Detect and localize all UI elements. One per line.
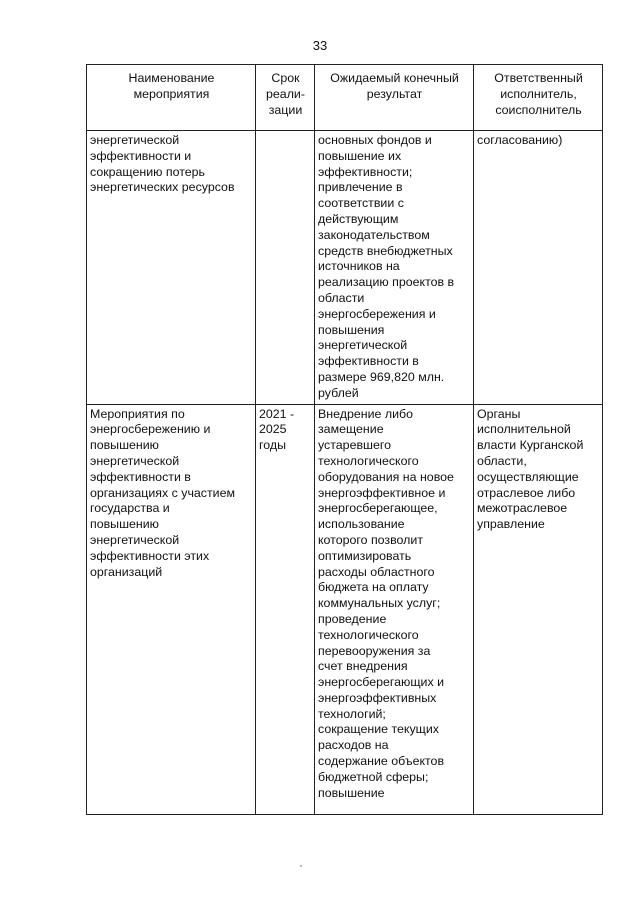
text-line: содержание объектов <box>318 754 445 769</box>
text-line: Ожидаемый конечный <box>330 71 459 85</box>
text-line: энергетических ресурсов <box>90 180 235 195</box>
text-line: энергосбережению и <box>90 422 211 437</box>
text-line: источников на <box>318 259 400 274</box>
text-line: энергосберегающих и <box>318 675 445 690</box>
text-line: государства и <box>90 501 170 516</box>
text-line: повышению <box>90 517 159 532</box>
text-line: результат <box>366 86 423 101</box>
text-line: бюджета на оплату <box>318 580 429 595</box>
text-line: сокращению потерь <box>90 164 205 179</box>
text-line: энергосбережения и <box>318 306 436 321</box>
text-line: эффективности этих <box>90 548 210 563</box>
cell-expected-result <box>315 404 474 814</box>
text-line: Срок <box>271 71 300 85</box>
scan-speck <box>300 865 302 867</box>
text-line: эффективности в <box>90 469 191 484</box>
text-line: Внедрение либо <box>318 406 413 421</box>
text-line: рублей <box>318 385 359 400</box>
cell-term <box>256 131 315 405</box>
text-line: счет внедрения <box>318 659 408 674</box>
text-line: перевооружения за <box>318 643 431 658</box>
text-line: действующим <box>318 211 399 226</box>
header-cell-result <box>315 65 474 131</box>
text-line: мероприятия <box>133 86 210 101</box>
header-cell-responsible <box>474 65 603 131</box>
text-line: повышение их <box>318 148 402 163</box>
cell-measure-name <box>87 131 256 405</box>
text-line: зации <box>268 102 303 117</box>
table-row <box>87 131 603 405</box>
text-line: энергосберегающее, <box>318 501 438 516</box>
text-line: власти Курганской <box>477 438 584 453</box>
text-line: размере 969,820 млн. <box>318 369 445 384</box>
text-line: повышения <box>318 322 385 337</box>
text-line: энергетической <box>90 133 180 147</box>
text-line: средств внебюджетных <box>318 243 453 258</box>
text-line: использование <box>318 517 405 532</box>
text-line: отраслевое либо <box>477 485 576 500</box>
text-line: организациях с участием <box>90 485 236 500</box>
text-line: эффективности; <box>318 164 413 179</box>
text-line: реализацию проектов в <box>318 275 455 290</box>
text-line: технологического <box>318 627 419 642</box>
cell-term <box>256 404 315 814</box>
text-line: годы <box>259 438 287 453</box>
text-line: межотраслевое <box>477 501 568 516</box>
text-line: энергоэффективных <box>318 690 437 705</box>
text-line: энергетической <box>318 338 408 353</box>
text-line: энергетической <box>90 532 180 547</box>
text-line: соответствии с <box>318 196 404 211</box>
text-line: повышению <box>90 438 159 453</box>
cell-expected-result <box>315 131 474 405</box>
text-line: согласованию) <box>477 133 563 147</box>
text-line: области <box>318 290 365 305</box>
text-line: бюджетной сферы; <box>318 769 429 784</box>
cell-responsible <box>474 404 603 814</box>
text-line: эффективности в <box>318 354 419 369</box>
cell-measure-name <box>87 404 256 814</box>
text-line: оптимизировать <box>318 548 412 563</box>
header-cell-term <box>256 65 315 131</box>
text-line: осуществляющие <box>477 469 579 484</box>
text-line: оборудования на новое <box>318 469 454 484</box>
text-line: энергетической <box>90 453 180 468</box>
text-line: законодательством <box>318 227 430 242</box>
text-line: которого позволит <box>318 532 423 547</box>
measures-table <box>86 64 603 815</box>
text-line: области, <box>477 453 527 468</box>
text-line: Органы <box>477 406 521 421</box>
text-line: коммунальных услуг; <box>318 596 441 611</box>
text-line: проведение <box>318 611 387 626</box>
text-line: Наименование <box>128 71 215 85</box>
text-line: исполнительной <box>477 422 571 437</box>
text-line: технологического <box>318 453 419 468</box>
text-line: Мероприятия по <box>90 406 185 421</box>
header-cell-name <box>87 65 256 131</box>
text-line: эффективности и <box>90 148 192 163</box>
text-line: реали- <box>266 86 305 101</box>
page-number: 33 <box>312 38 328 53</box>
text-line: энергоэффективное и <box>318 485 446 500</box>
text-line: организаций <box>90 564 163 579</box>
text-line: 2021 - <box>259 406 295 421</box>
text-line: расходы областного <box>318 564 435 579</box>
text-line: 2025 <box>259 422 287 437</box>
text-line: основных фондов и <box>318 133 432 147</box>
cell-responsible <box>474 131 603 405</box>
text-line: исполнитель, <box>500 86 577 101</box>
text-line: привлечение в <box>318 180 403 195</box>
text-line: сокращение текущих <box>318 722 439 737</box>
text-line: управление <box>477 517 545 532</box>
text-line: расходов на <box>318 738 389 753</box>
text-line: соисполнитель <box>495 102 582 117</box>
text-line: Ответственный <box>494 71 583 85</box>
text-line: замещение <box>318 422 384 437</box>
text-line: устаревшего <box>318 438 392 453</box>
text-line: технологий; <box>318 706 386 721</box>
text-line: повышение <box>318 785 385 800</box>
table-header-row <box>87 65 603 131</box>
table-row <box>87 404 603 814</box>
